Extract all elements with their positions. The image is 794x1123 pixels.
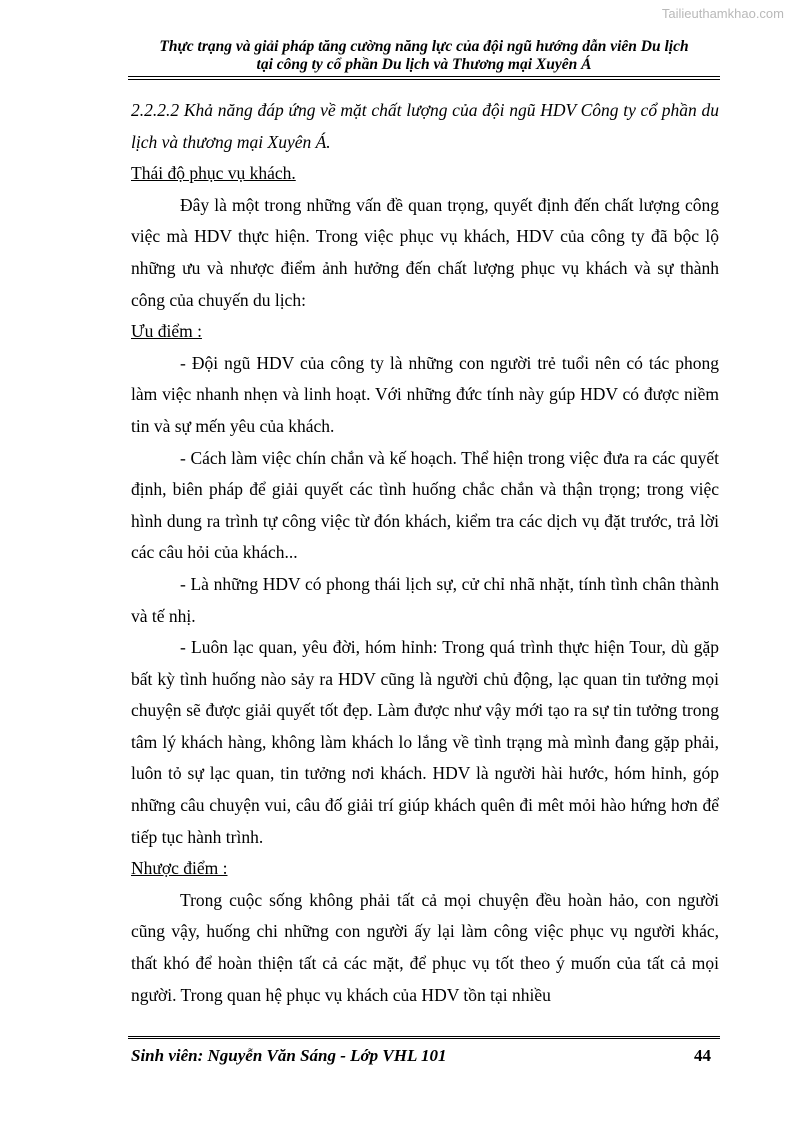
advantage-item: - Luôn lạc quan, yêu đời, hóm hỉnh: Trong quá trình thực hiện Tour, dù gặp bất kỳ tình huống nào sảy ra HDV cũng là người chủ động, lạc quan tin tưởng mọi chuyện sẽ được giải quyết tốt đẹp. Làm được như vậy mới tạo ra sự tin tưởng trong tâm lý khách hàng, không làm khách lo lắng về tình trạng mà mình đang gặp phải, luôn tỏ sự lạc quan, tin tưởng nơi khách. HDV là người hài hước, hóm hỉnh, góp những câu chuyện vui, câu đố giải trí giúp khách quên đi mêt mỏi hào hứng hơn để tiếp tục hành trình. [131, 637, 719, 847]
disadvantages-paragraph: Trong cuộc sống không phải tất cả mọi chuyện đều hoàn hảo, con người cũng vậy, huống chi những con người ấy lại làm công việc phục vụ người khác, thất khó để hoàn thiện tất cả các mặt, để phục vụ tốt theo ý muốn của tất cả mọi người. Trong quan hệ phục vụ khách của HDV tồn tại nhiều [131, 889, 719, 1005]
advantage-item: - Đội ngũ HDV của công ty là những con người trẻ tuổi nên có tác phong làm việc nhanh nhẹn và linh hoạt. Với những đức tính này gúp HDV có được niềm tin và sự mến yêu của khách. [131, 352, 719, 436]
header-rule [128, 76, 720, 77]
header-line-1: Thực trạng và giải pháp tăng cường năng lực của đội ngũ hướng dẫn viên Du lịch [159, 38, 689, 55]
subheading-attitude: Thái độ phục vụ khách. [131, 163, 296, 184]
disadvantages-label: Nhược điểm : [131, 858, 228, 879]
footer-student: Sinh viên: Nguyễn Văn Sáng - Lớp VHL 101 [131, 1046, 447, 1065]
footer-rule [128, 1036, 720, 1041]
page-footer [131, 1046, 719, 1066]
section-title: 2.2.2.2 Khả năng đáp ứng về mặt chất lượng của đội ngũ HDV Công ty cổ phần du lịch và thương mại Xuyên Á. [131, 100, 719, 152]
running-header [128, 38, 720, 74]
watermark: Tailieuthamkhao.com [661, 6, 784, 21]
advantage-item: - Cách làm việc chín chắn và kế hoạch. Thể hiện trong việc đưa ra các quyết định, biên pháp để giải quyết các tình huống chắc chắn và thận trọng; trong việc hình dung ra trình tự công việc từ đón khách, kiểm tra các dịch vụ đặt trước, trả lời các câu hỏi của khách... [131, 447, 719, 563]
page-number: 44 [694, 1046, 711, 1065]
intro-paragraph: Đây là một trong những vấn đề quan trọng, quyết định đến chất lượng công việc mà HDV thực hiện. Trong việc phục vụ khách, HDV của công ty đã bộc lộ những ưu và nhược điểm ảnh hưởng đến chất lượng phục vụ khách và sự thành công của chuyến du lịch: [131, 194, 719, 310]
advantage-item: - Là những HDV có phong thái lịch sự, cử chỉ nhã nhặt, tính tình chân thành và tế nhị. [131, 573, 719, 626]
page-body [131, 95, 719, 1011]
header-rule-secondary [128, 79, 720, 80]
header-line-2: tại công ty cổ phần Du lịch và Thương mại Xuyên Á [256, 56, 592, 73]
advantages-label: Ưu điểm : [131, 321, 202, 342]
